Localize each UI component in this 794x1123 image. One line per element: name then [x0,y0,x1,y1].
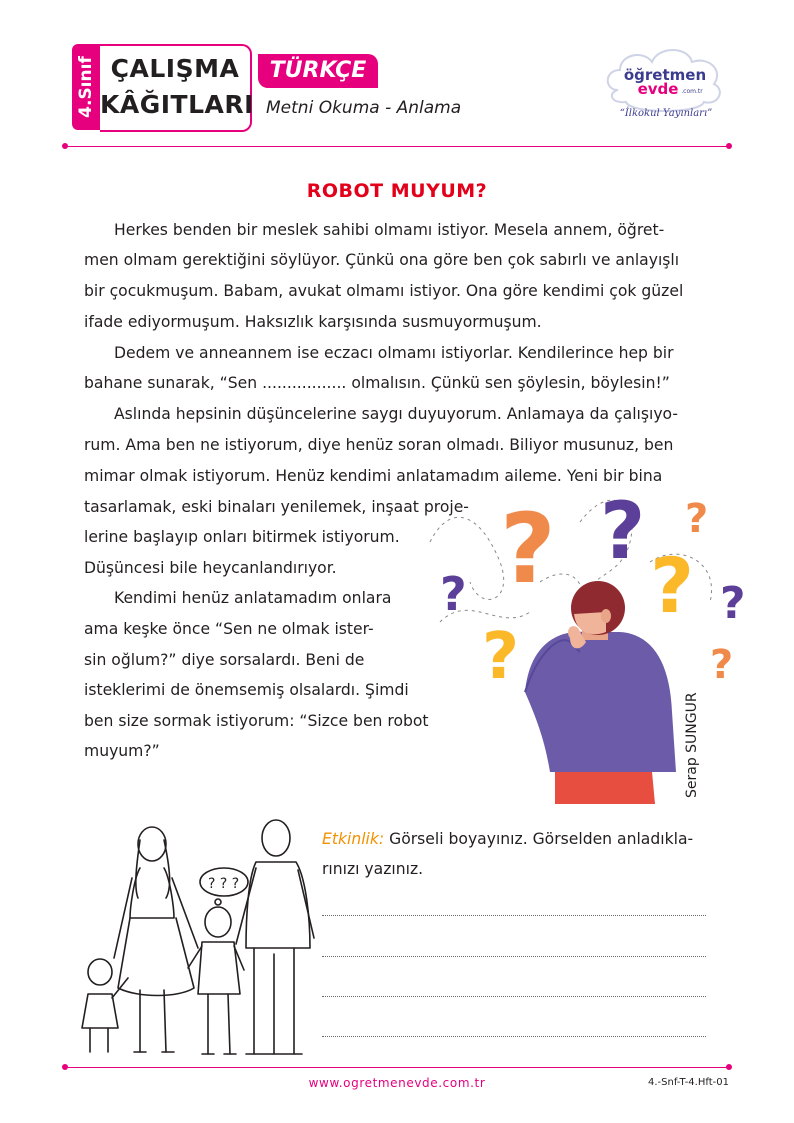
question-mark-icon: ? ? ? [208,876,240,892]
footer-document-code: 4.-Snf-T-4.Hft-01 [648,1077,729,1088]
story-line: rum. Ama ben ne istiyorum, diye henüz soran olmadı. Biliyor musunuz, ben [84,436,674,454]
story-line: Herkes benden bir meslek sahibi olmamı istiyor. Mesela annem, öğret- [114,221,665,239]
worksheet-subtitle: Metni Okuma - Anlama [266,98,462,118]
activity-instruction [322,824,693,854]
question-mark-icon: ? [500,493,556,605]
girl-head [88,959,112,985]
story-line: Aslında hepsinin düşüncelerine saygı duyuyorum. Anlamaya da çalışıyo- [114,405,679,423]
story-line: isteklerimi de önemsemiş olsalardı. Şimdi [84,681,409,699]
sweater [525,632,676,772]
family-coloring-illustration [78,818,328,1068]
answer-line[interactable] [322,996,706,997]
header-rule [66,146,728,147]
worksheet-title-box [100,44,252,132]
story-line: Kendimi henüz anlatamadım onlara [114,589,392,607]
story-line: ama keşke önce “Sen ne olmak ister- [84,620,374,638]
answer-line[interactable] [322,956,706,957]
rule-dot-right [726,143,732,149]
story-line: ifade ediyormuşum. Haksızlık karşısında susmuyormuşum. [84,313,542,331]
story-title: ROBOT MUYUM? [306,180,488,202]
question-mark-icon: ? [720,578,746,629]
mother-head [138,827,166,861]
story-line: mimar olmak istiyorum. Henüz kendimi anlatamadım aileme. Yeni bir bina [84,467,663,485]
grade-tab [72,44,100,130]
author-credit [684,692,704,798]
story-line: men olmam gerektiğini söylüyor. Çünkü ona göre ben çok sabırlı ve anlayışlı [84,251,680,269]
story-line: lerine başlayıp onları bitirmek istiyorum. [84,528,400,546]
story-line: Dedem ve anneannem ise eczacı olmamı istiyorlar. Kendilerince hep bir [114,344,674,362]
story-line: muyum?” [84,742,160,760]
story-line: sin oğlum?” diye sorsalardı. Beni de [84,651,365,669]
logo-word-evde: evde [637,80,679,98]
logo-word-ogretmen: öğretmen [623,66,707,84]
title-line2: KÂĞITLARI [100,90,254,119]
question-mark-icon: ? [685,496,709,542]
publisher-logo [600,40,730,126]
question-mark-icon: ? [440,567,467,621]
story-line: bahane sunarak, “Sen ................. olmalısın. Çünkü sen şöylesin, böylesin!” [84,374,670,392]
question-mark-icon: ? [482,620,520,694]
activity-text: Görseli boyayınız. Görselden anladıkla- [384,830,694,848]
story-line: bir çocukmuşum. Babam, avukat olmamı istiyor. Ona göre kendimi çok güzel [84,282,684,300]
answer-line[interactable] [322,1036,706,1037]
story-line: tasarlamak, eski binaları yenilemek, inşaat proje- [84,498,469,516]
father-head [262,820,290,856]
story-line: Düşüncesi bile heycanlandırıyor. [84,559,337,577]
footer-rule [66,1067,728,1068]
answer-line[interactable] [322,915,706,916]
rule-dot-right [726,1064,732,1070]
boy-head [205,907,231,937]
question-mark-icon: ? [600,487,646,577]
subject-badge: TÜRKÇE [258,54,378,88]
title-line1: ÇALIŞMA [110,54,240,83]
author-name: Serap SUNGUR [684,692,700,798]
story-line: ben size sormak istiyorum: “Sizce ben robot [84,712,429,730]
logo-tagline: “İlkokul Yayınları” [619,108,713,119]
activity-label: Etkinlik: [322,830,385,848]
question-mark-icon: ? [710,642,734,688]
grade-label: 4.Sınıf [76,56,96,118]
logo-domain: .com.tr [681,88,703,95]
activity-instruction-cont: rınızı yazınız. [322,860,424,878]
question-mark-icon: ? [650,541,695,630]
footer-website-link[interactable]: www.ogretmenevde.com.tr [308,1076,486,1090]
